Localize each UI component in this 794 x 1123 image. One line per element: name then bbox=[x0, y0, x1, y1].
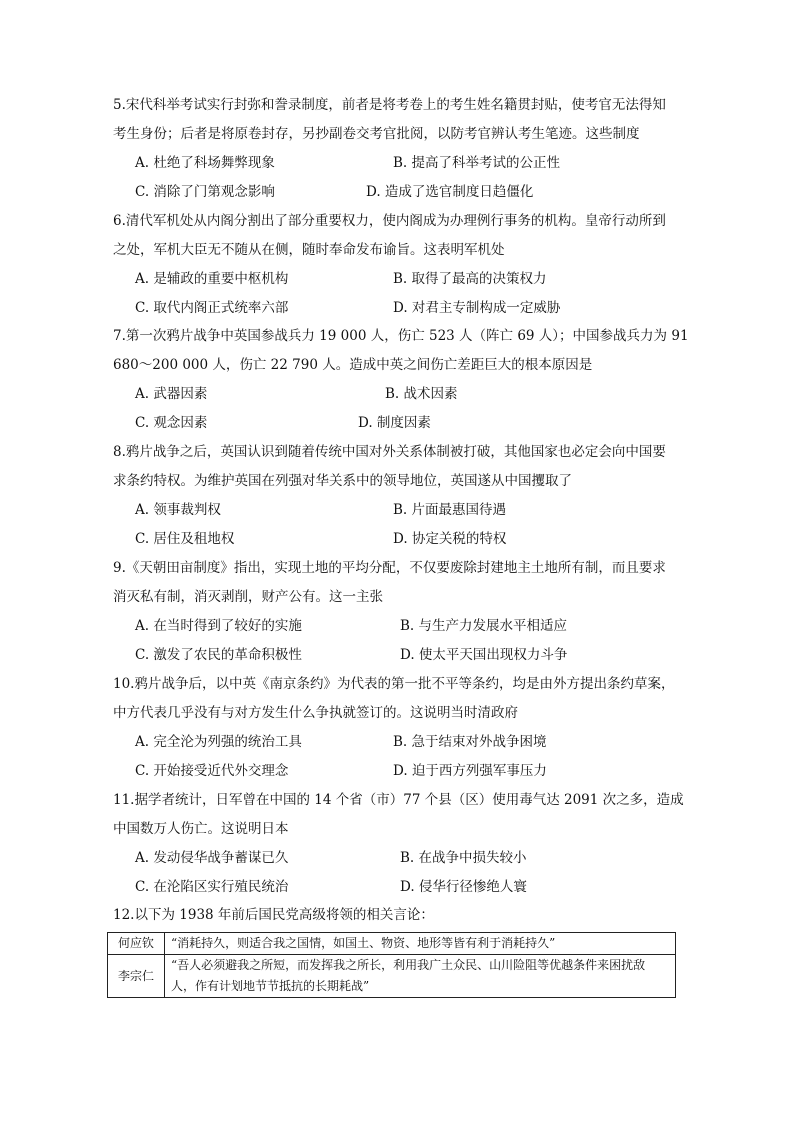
quote-cell: “吾人必须避我之所短，而发挥我之所长，利用我广土众民、山川险阻等优越条件来困扰敌人，作有计划地节节抵抗的长期耗战” bbox=[165, 955, 676, 998]
q7-option-c: C. 观念因素 bbox=[135, 415, 208, 431]
quote-table bbox=[107, 932, 676, 998]
q8-stem-line-1: 8.鸦片战争之后，英国认识到随着传统中国对外关系体制被打破，其他国家也必定会向中国要 bbox=[113, 444, 666, 460]
quote-cell: “消耗持久，则适合我之国情，如国土、物资、地形等皆有利于消耗持久” bbox=[165, 933, 676, 955]
speaker-name-cell: 何应钦 bbox=[108, 933, 165, 955]
q10-option-d: D. 迫于西方列强军事压力 bbox=[393, 763, 547, 779]
q9-option-c: C. 激发了农民的革命积极性 bbox=[135, 647, 302, 663]
q7-stem-line-2: 680～200 000 人，伤亡 22 790 人。造成中英之间伤亡差距巨大的根本原因是 bbox=[113, 357, 593, 373]
q5-option-c: C. 消除了门第观念影响 bbox=[135, 184, 275, 200]
q12-stem-line-1: 12.以下为 1938 年前后国民党高级将领的相关言论： bbox=[113, 907, 434, 923]
q11-option-a: A. 发动侵华战争蓄谋已久 bbox=[135, 850, 289, 866]
q11-stem-line-2: 中国数万人伤亡。这说明日本 bbox=[113, 821, 289, 837]
q7-option-d: D. 制度因素 bbox=[358, 415, 431, 431]
q8-stem-line-2: 求条约特权。为维护英国在列强对华关系中的领导地位，英国遂从中国攫取了 bbox=[113, 473, 572, 489]
q9-stem-line-1: 9.《天朝田亩制度》指出，实现土地的平均分配，不仅要废除封建地主土地所有制，而且要求 bbox=[113, 560, 666, 576]
q8-option-d: D. 协定关税的特权 bbox=[393, 531, 507, 547]
q8-option-c: C. 居住及租地权 bbox=[135, 531, 235, 547]
q10-option-a: A. 完全沦为列强的统治工具 bbox=[135, 734, 302, 750]
q7-stem-line-1: 7.第一次鸦片战争中英国参战兵力 19 000 人，伤亡 523 人（阵亡 69 人）；中国参战兵力为 91 bbox=[113, 328, 689, 344]
q10-option-b: B. 急于结束对外战争困境 bbox=[393, 734, 547, 750]
q6-stem-line-2: 之处，军机大臣无不随从在侧，随时奉命发布谕旨。这表明军机处 bbox=[113, 242, 505, 258]
q11-option-c: C. 在沦陷区实行殖民统治 bbox=[135, 879, 289, 895]
q11-option-b: B. 在战争中损失较小 bbox=[400, 850, 527, 866]
q9-option-d: D. 使太平天国出现权力斗争 bbox=[400, 647, 568, 663]
q6-option-d: D. 对君主专制构成一定威胁 bbox=[393, 300, 561, 316]
q5-option-a: A. 杜绝了科场舞弊现象 bbox=[135, 155, 275, 171]
q10-stem-line-2: 中方代表几乎没有与对方发生什么争执就签订的。这说明当时清政府 bbox=[113, 705, 518, 721]
speaker-name-cell: 李宗仁 bbox=[108, 955, 165, 998]
q10-option-c: C. 开始接受近代外交理念 bbox=[135, 763, 289, 779]
q8-option-a: A. 领事裁判权 bbox=[135, 502, 221, 518]
q8-option-b: B. 片面最惠国待遇 bbox=[393, 502, 507, 518]
q5-option-b: B. 提高了科举考试的公正性 bbox=[393, 155, 561, 171]
q7-option-a: A. 武器因素 bbox=[135, 386, 208, 402]
q7-option-b: B. 战术因素 bbox=[385, 386, 458, 402]
q5-option-d: D. 造成了选官制度日趋僵化 bbox=[366, 184, 534, 200]
q5-stem-line-2: 考生身份；后者是将原卷封存，另抄副卷交考官批阅，以防考官辨认考生笔迹。这些制度 bbox=[113, 126, 640, 142]
q6-option-c: C. 取代内阁正式统率六部 bbox=[135, 300, 289, 316]
q10-stem-line-1: 10.鸦片战争后，以中英《南京条约》为代表的第一批不平等条约，均是由外方提出条约草案， bbox=[113, 676, 675, 692]
q9-option-b: B. 与生产力发展水平相适应 bbox=[400, 618, 568, 634]
table-row bbox=[108, 955, 676, 998]
q11-stem-line-1: 11.据学者统计，日军曾在中国的 14 个省（市）77 个县（区）使用毒气达 2091 次之多，造成 bbox=[113, 792, 684, 808]
q5-stem-line-1: 5.宋代科举考试实行封弥和誊录制度，前者是将考卷上的考生姓名籍贯封贴，使考官无法得知 bbox=[113, 97, 666, 113]
q9-stem-line-2: 消灭私有制，消灭剥削，财产公有。这一主张 bbox=[113, 589, 383, 605]
q6-option-b: B. 取得了最高的决策权力 bbox=[393, 271, 547, 287]
table-row bbox=[108, 933, 676, 955]
q11-option-d: D. 侵华行径惨绝人寰 bbox=[400, 879, 527, 895]
q6-stem-line-1: 6.清代军机处从内阁分割出了部分重要权力，使内阁成为办理例行事务的机构。皇帝行动所到 bbox=[113, 213, 666, 229]
q9-option-a: A. 在当时得到了较好的实施 bbox=[135, 618, 302, 634]
q6-option-a: A. 是辅政的重要中枢机构 bbox=[135, 271, 289, 287]
